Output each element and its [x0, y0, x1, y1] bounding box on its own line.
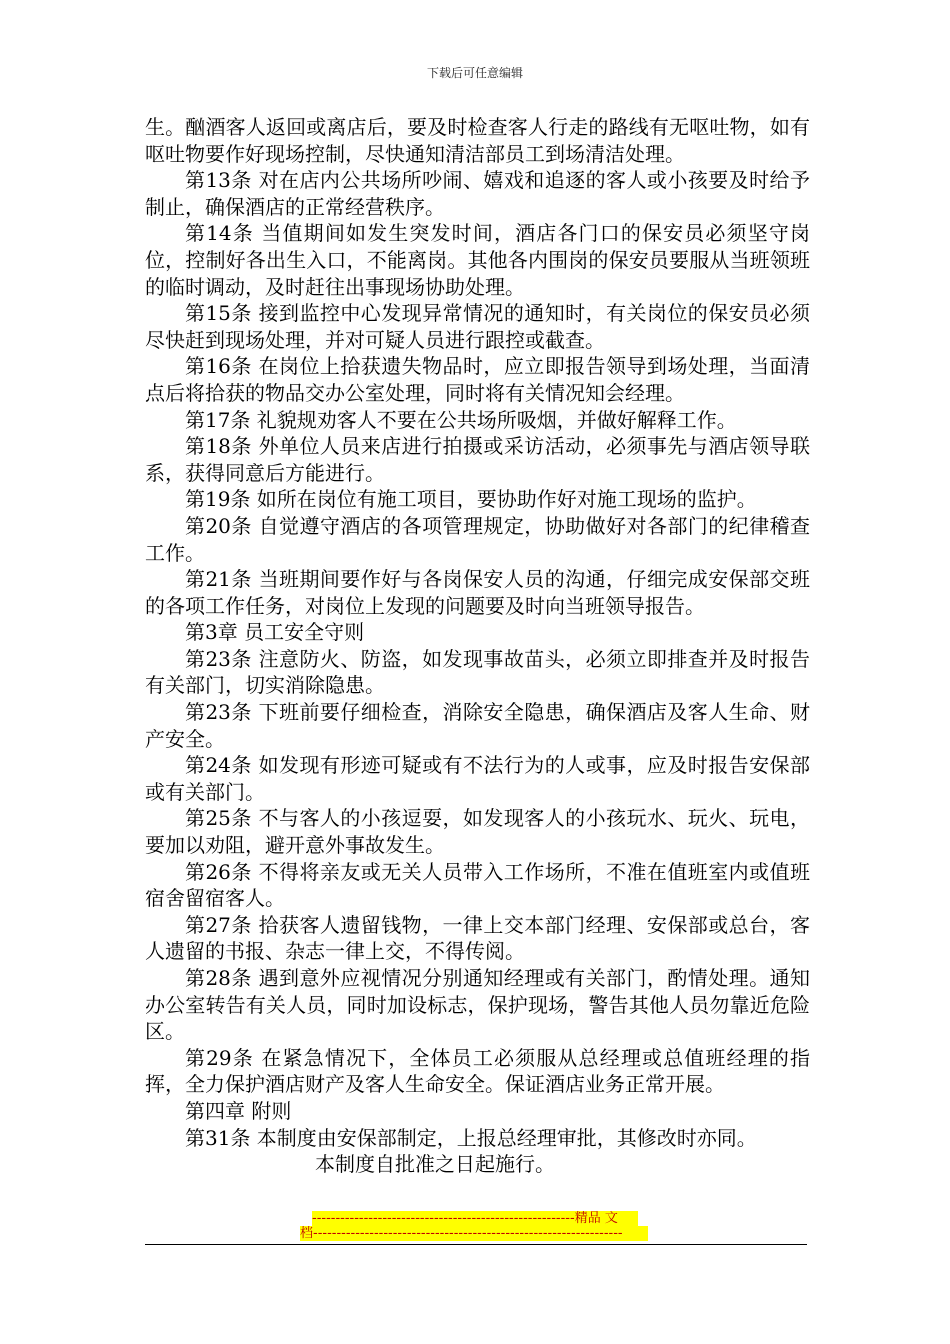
article-19: 第19条 如所在岗位有施工项目，要协助作好对施工现场的监护。: [185, 487, 757, 512]
article-20: 第20条 自觉遵守酒店的各项管理规定，协助做好对各部门的纪律稽查工作。: [145, 513, 810, 565]
article-24: 第24条 如发现有形迹可疑或有不法行为的人或事，应及时报告安保部或有关部门。: [145, 753, 810, 804]
footer-divider: [145, 1244, 807, 1245]
article-25: 第25条 不与客人的小孩逗耍，如发现客人的小孩玩水、玩火、玩电，要加以劝阻，避开意外事故发生。: [145, 806, 810, 858]
article-15: 第15条 接到监控中心发现异常情况的通知时，有关岗位的保安员必须尽快赶到现场处理，并对可疑人员进行跟控或截查。: [145, 301, 810, 352]
page-header: 下载后可任意编辑: [426, 66, 523, 80]
article-31: 第31条 本制度由安保部制定，上报总经理审批，其修改时亦同。: [185, 1125, 757, 1150]
closing-statement: 本制度自批准之日起施行。: [315, 1152, 555, 1177]
article-23b: 第23条 下班前要仔细检查，消除安全隐患，确保酒店及客人生命、财产安全。: [145, 700, 810, 751]
article-18: 第18条 外单位人员来店进行拍摄或采访活动，必须事先与酒店领导联系，获得同意后方能进行。: [145, 434, 810, 485]
article-26: 第26条 不得将亲友或无关人员带入工作场所，不准在值班室内或值班宿舍留宿客人。: [145, 859, 810, 911]
article-29: 第29条 在紧急情况下，全体员工必须服从总经理或总值班经理的指挥，全力保护酒店财产及客人生命安全。保证酒店业务正常开展。: [145, 1045, 810, 1097]
article-13: 第13条 对在店内公共场所吵闹、嬉戏和追逐的客人或小孩要及时给予制止，确保酒店的正常经营秩序。: [145, 168, 810, 219]
footer-line: 档------------------------------------------------------------------: [300, 1226, 648, 1241]
footer-line: --------------------------------------------------------精品 文: [312, 1211, 638, 1226]
chapter-heading: 第四章 附则: [185, 1098, 292, 1123]
article-16: 第16条 在岗位上拾获遗失物品时，应立即报告领导到场处理，当面清点后将拾获的物品交办公室处理，同时将有关情况知会经理。: [145, 354, 810, 405]
paragraph: 生。酗酒客人返回或离店后，要及时检查客人行走的路线有无呕吐物，如有呕吐物要作好现场控制，尽快通知清洁部员工到场清洁处理。: [145, 115, 810, 166]
article-21: 第21条 当班期间要作好与各岗保安人员的沟通，仔细完成安保部交班的各项工作任务，对岗位上发现的问题要及时向当班领导报告。: [145, 567, 810, 618]
article-17: 第17条 礼貌规劝客人不要在公共场所吸烟，并做好解释工作。: [185, 407, 737, 432]
chapter-heading: 第3章 员工安全守则: [185, 620, 365, 645]
article-27: 第27条 拾获客人遗留钱物，一律上交本部门经理、安保部或总台，客人遗留的书报、杂志一律上交，不得传阅。: [145, 912, 810, 964]
article-28: 第28条 遇到意外应视情况分别通知经理或有关部门，酌情处理。通知办公室转告有关人员，同时加设标志，保护现场，警告其他人员勿靠近危险区。: [145, 966, 810, 1044]
article-14: 第14条 当值期间如发生突发时间，酒店各门口的保安员必须坚守岗位，控制好各出生入口，不能离岗。其他各内围岗的保安员要服从当班领班的临时调动，及时赶往出事现场协助处理。: [145, 221, 810, 299]
footer-watermark: [300, 1211, 650, 1241]
article-23a: 第23条 注意防火、防盗，如发现事故苗头，必须立即排查并及时报告有关部门，切实消除隐患。: [145, 646, 810, 698]
document-body: [145, 114, 810, 1178]
